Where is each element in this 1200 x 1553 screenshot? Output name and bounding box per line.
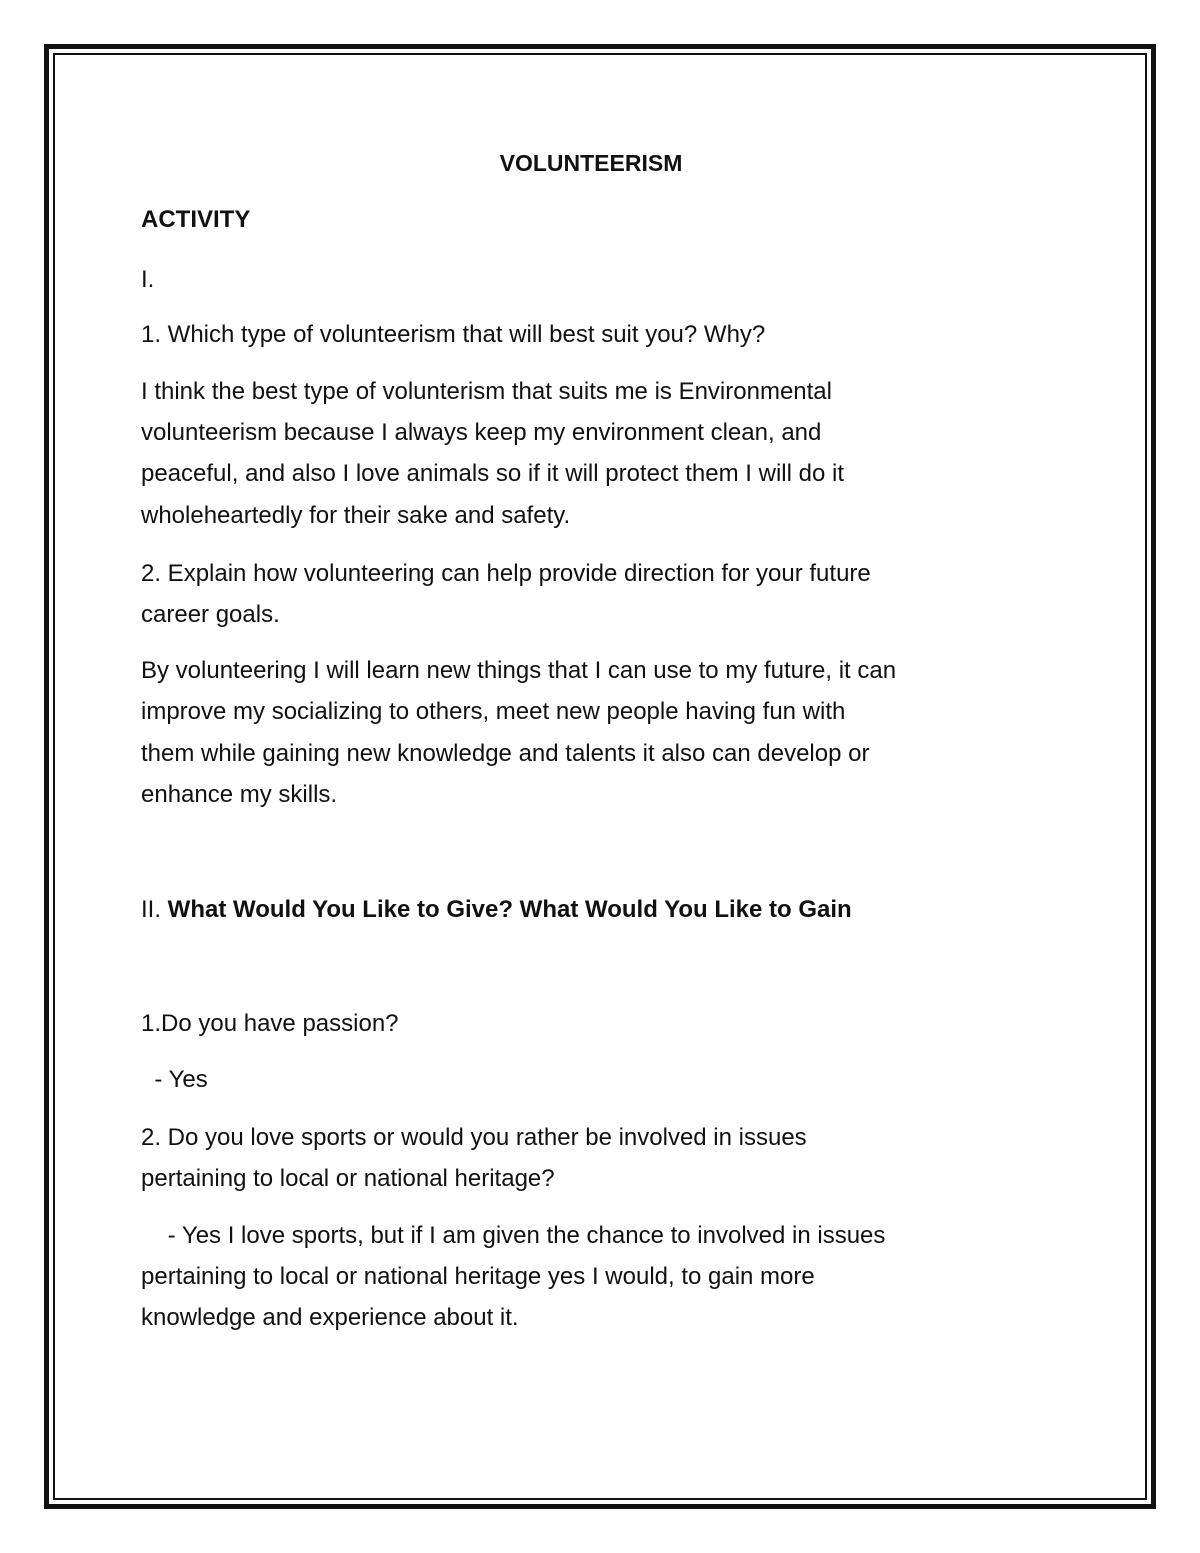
- section-two-question-two-line: 2. Do you love sports or would you rather be involved in issues: [141, 1124, 807, 1151]
- question-two-line: career goals.: [141, 601, 280, 628]
- answer-two-line: By volunteering I will learn new things that I can use to my future, it can: [141, 657, 897, 684]
- section-one-label: I.: [141, 266, 155, 293]
- section-two-answer-two-line: knowledge and experience about it.: [141, 1304, 519, 1331]
- answer-two-line: them while gaining new knowledge and talents it also can develop or: [141, 740, 870, 767]
- document-title: VOLUNTEERISM: [499, 150, 683, 176]
- question-two-line: 2. Explain how volunteering can help provide direction for your future: [141, 560, 871, 587]
- section-two-answer-one: - Yes: [141, 1066, 208, 1093]
- section-two-title: What Would You Like to Give? What Would You Like to Gain: [167, 896, 852, 923]
- answer-one-line: I think the best type of volunterism that suits me is Environmental: [141, 378, 832, 405]
- section-two-heading: [141, 889, 852, 930]
- activity-heading: ACTIVITY: [141, 206, 251, 233]
- answer-two-line: enhance my skills.: [141, 781, 338, 808]
- answer-one-line: volunteerism because I always keep my environment clean, and: [141, 419, 822, 446]
- answer-one-line: wholeheartedly for their sake and safety.: [141, 502, 571, 529]
- section-two-answer-two-line: pertaining to local or national heritage yes I would, to gain more: [141, 1263, 815, 1290]
- answer-one-line: peaceful, and also I love animals so if it will protect them I will do it: [141, 460, 844, 487]
- answer-two-line: improve my socializing to others, meet new people having fun with: [141, 698, 846, 725]
- section-two-question-one: 1.Do you have passion?: [141, 1010, 399, 1037]
- section-two-answer-two-line: - Yes I love sports, but if I am given the chance to involved in issues: [141, 1222, 886, 1249]
- section-two-prefix: II.: [141, 896, 168, 923]
- question-one: 1. Which type of volunteerism that will best suit you? Why?: [141, 321, 766, 348]
- section-two-question-two-line: pertaining to local or national heritage?: [141, 1165, 555, 1192]
